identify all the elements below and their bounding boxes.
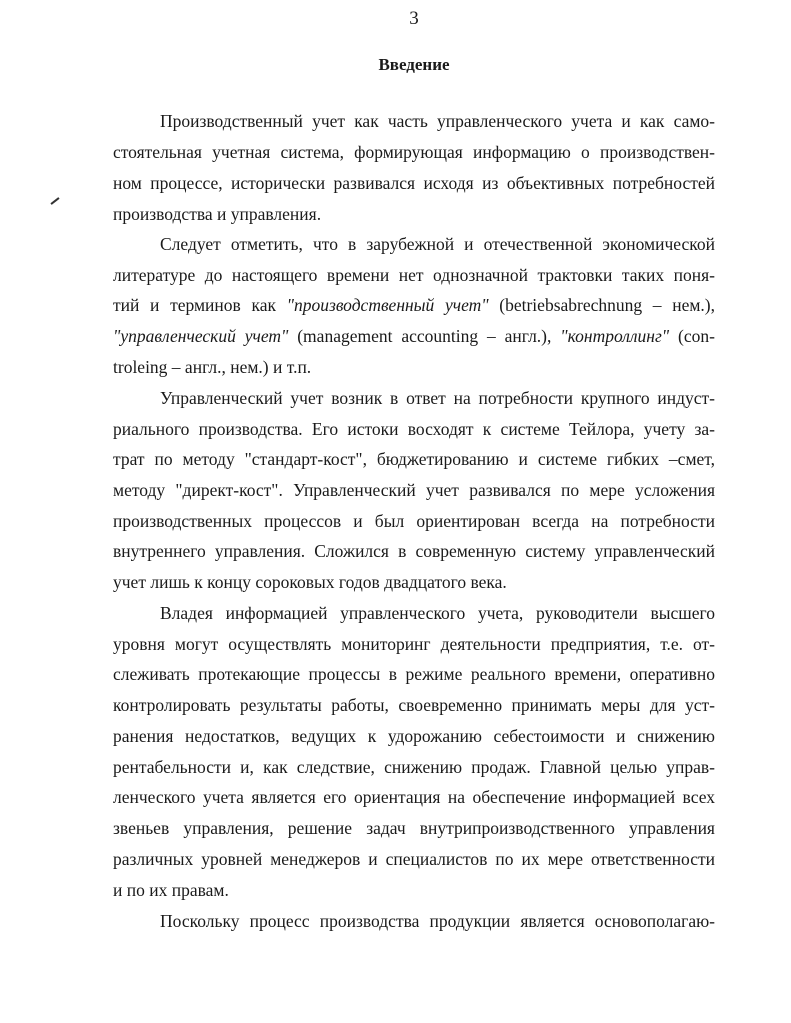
- text-line: ранения недостатков, ведущих к удорожанию себестоимости и снижению: [113, 726, 715, 746]
- text-line: Владея информацией управленческого учета, руководители высшего: [160, 603, 715, 623]
- margin-pencil-mark: [50, 197, 59, 205]
- text-run: тий и терминов как: [113, 295, 287, 315]
- text-line: производственных процессов и был ориентирован всегда на потребности: [113, 511, 715, 531]
- text-line: внутреннего управления. Сложился в современную систему управленческий: [113, 541, 715, 561]
- page-number: 3: [409, 8, 419, 29]
- text-line: слеживать протекающие процессы в режиме реального времени, оперативно: [113, 664, 715, 684]
- text-line: риального производства. Его истоки восходят к системе Тейлора, учету за-: [113, 419, 715, 439]
- text-line: методу "директ-кост". Управленческий учет развивался по мере усложения: [113, 480, 715, 500]
- text-line: различных уровней менеджеров и специалистов по их мере ответственности: [113, 849, 715, 869]
- text-line: рентабельности и, как следствие, снижению продаж. Главной целью управ-: [113, 757, 715, 777]
- italic-term: "контроллинг": [560, 326, 670, 346]
- text-line: Поскольку процесс производства продукции является основополагаю-: [160, 911, 715, 931]
- text-line: контролировать результаты работы, своевременно принимать меры для уст-: [113, 695, 715, 715]
- text-line: Управленческий учет возник в ответ на потребности крупного индуст-: [160, 388, 715, 408]
- text-line: [113, 294, 715, 316]
- text-line: трат по методу "стандарт-кост", бюджетированию и системе гибких –смет,: [113, 449, 715, 469]
- text-run: (management accounting – англ.),: [288, 326, 561, 346]
- text-line: литературе до настоящего времени нет однозначной трактовки таких поня-: [113, 265, 715, 285]
- text-line: troleing – англ., нем.) и т.п.: [113, 357, 312, 377]
- italic-term: "производственный учет": [286, 295, 489, 315]
- text-line: звеньев управления, решение задач внутрипроизводственного управления: [113, 818, 715, 838]
- text-line: стоятельная учетная система, формирующая информацию о производствен-: [113, 142, 715, 162]
- section-heading: Введение: [378, 55, 450, 74]
- text-line: Производственный учет как часть управленческого учета и как само-: [160, 111, 715, 131]
- text-line: и по их правам.: [113, 880, 229, 900]
- text-run: (betriebsabrechnung – нем.),: [488, 295, 715, 315]
- text-line: ленческого учета является его ориентация на обеспечение информацией всех: [113, 787, 715, 807]
- text-line: ном процессе, исторически развивался исходя из объективных потребностей: [113, 173, 715, 193]
- text-run: (con-: [669, 326, 715, 346]
- text-line: учет лишь к концу сороковых годов двадцатого века.: [113, 572, 507, 592]
- text-line: Следует отметить, что в зарубежной и отечественной экономической: [160, 234, 715, 254]
- text-line: [113, 325, 715, 347]
- italic-term: "управленческий учет": [113, 326, 289, 346]
- text-line: уровня могут осуществлять мониторинг деятельности предприятия, т.е. от-: [113, 634, 715, 654]
- text-line: производства и управления.: [113, 204, 322, 224]
